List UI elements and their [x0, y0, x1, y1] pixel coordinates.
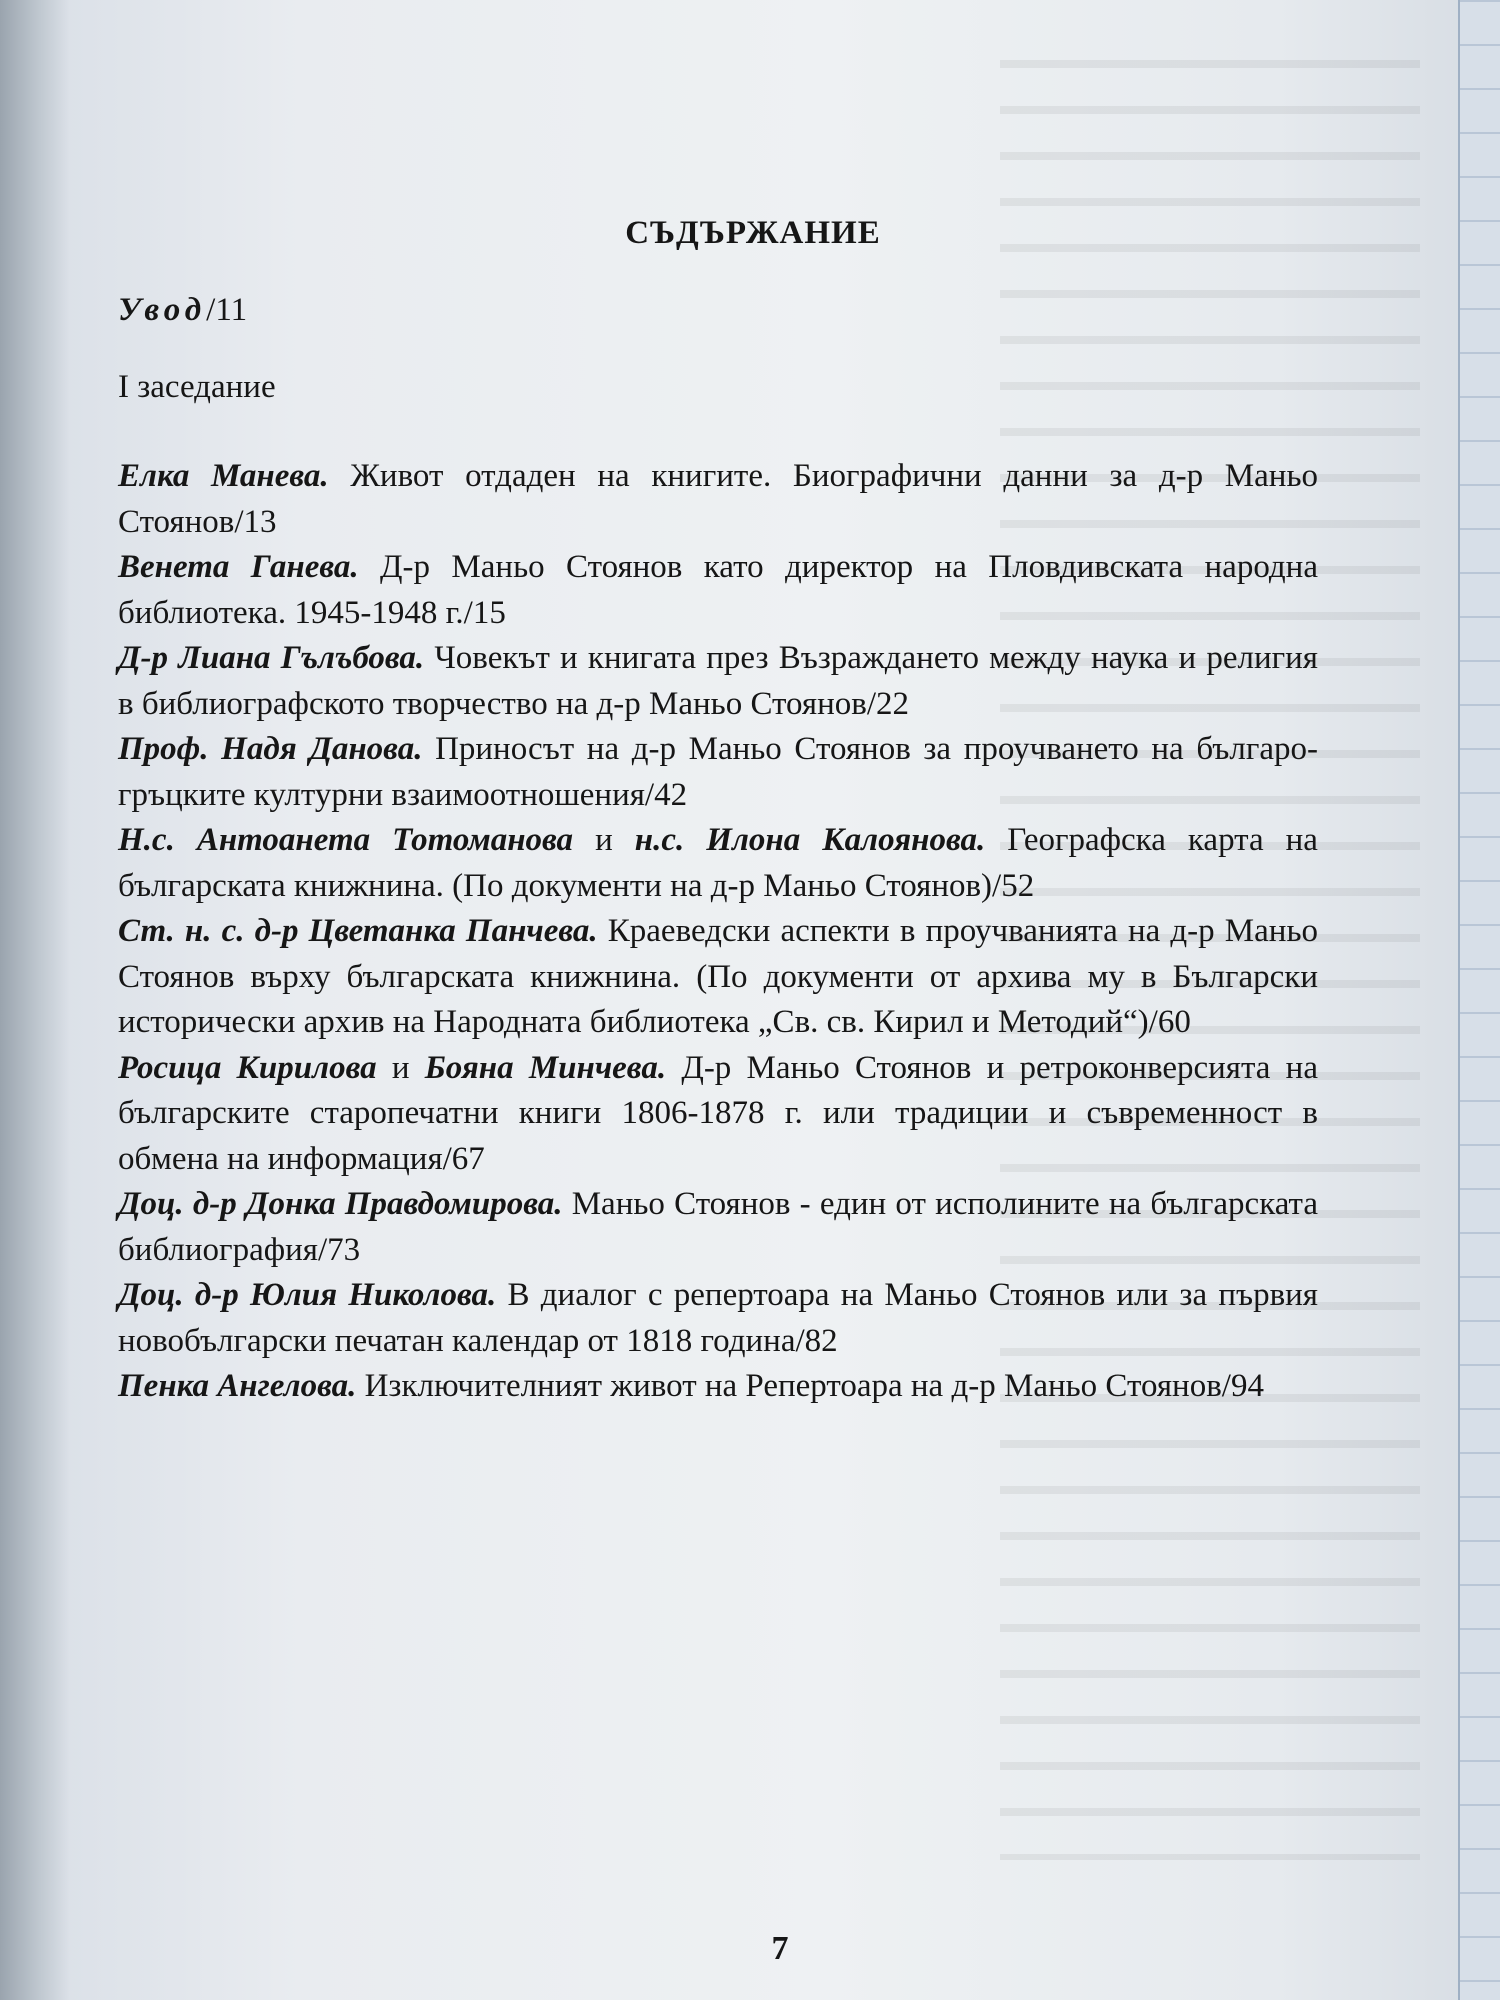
toc-entry: [118, 1182, 1318, 1273]
notebook-edge: [1458, 0, 1500, 2000]
toc-entry: [118, 727, 1318, 818]
entry-text: Д-р Маньо Стоянов като директор на Пловдивската народна библиотека. 1945-1948 г./15: [118, 549, 1318, 631]
author-joiner: и: [376, 1049, 425, 1086]
toc-entry: [118, 1364, 1318, 1410]
entry-text: Приносът на д-р Маньо Стоянов за проучването на българо-гръцките културни взаимоотношения/42: [118, 731, 1318, 813]
entry-text: Д-р Маньо Стоянов и ретроконверсията на българските старопечатни книги 1806-1878 г. или традиции и съвременност в обмена на информация/67: [118, 1049, 1318, 1177]
entry-author: Пенка Ангелова.: [118, 1368, 357, 1404]
toc-content: [118, 215, 1318, 1410]
page-number: 7: [771, 1930, 789, 1967]
entry-text: Маньо Стоянов - един от исполините на българската библиография/73: [118, 1186, 1318, 1268]
page-title: СЪДЪРЖАНИЕ: [625, 215, 881, 251]
toc-intro: [118, 292, 1318, 329]
entry-author: Бояна Минчева.: [424, 1049, 667, 1086]
author-joiner: и: [573, 822, 635, 858]
entry-author: Росица Кирилова: [118, 1049, 377, 1086]
entry-text: Живот отдаден на книгите. Биографични данни за д-р Маньо Стоянов/13: [118, 458, 1318, 540]
entry-author: Венета Ганева.: [118, 549, 359, 585]
intro-page: /11: [206, 292, 248, 328]
entry-text: Човекът и книгата през Възраждането между наука и религия в библиографското творчество на д-р Маньо Стоянов/22: [118, 640, 1318, 722]
entry-author: Н.с. Антоанета Тотоманова: [118, 822, 574, 858]
toc-entry: [118, 818, 1318, 909]
entry-author: н.с. Илона Калоянова.: [634, 822, 986, 858]
toc-entry: [118, 909, 1318, 1046]
toc-entry: [118, 1046, 1318, 1183]
entry-text: Краеведски аспекти в проучванията на д-р Маньо Стоянов върху българската книжнина. (По документи от архива му в Български исторически архив на Народната библиотека „Св. св. Кирил и Методий“)/60: [118, 913, 1319, 1040]
entry-author: Проф. Надя Данова.: [118, 731, 423, 767]
intro-label: Увод: [118, 292, 207, 328]
entry-author: Доц. д-р Юлия Николова.: [118, 1277, 497, 1313]
entry-text: Географска карта на българската книжнина. (По документи на д-р Маньо Стоянов)/52: [118, 822, 1318, 904]
entry-text: Изключителният живот на Репертоара на д-р Маньо Стоянов/94: [356, 1368, 1264, 1404]
entry-text: В диалог с репертоара на Маньо Стоянов или за първия новобългарски печатан календар от 1818 година/82: [118, 1277, 1318, 1359]
toc-entries: [118, 454, 1318, 1410]
entry-author: Доц. д-р Донка Правдомирова.: [118, 1186, 563, 1222]
toc-entry: [118, 1273, 1318, 1364]
entry-author: Елка Манева.: [118, 458, 329, 494]
entry-author: Д-р Лиана Гълъбова.: [118, 640, 425, 676]
entry-author: Ст. н. с. д-р Цветанка Панчева.: [118, 913, 598, 949]
toc-entry: [118, 545, 1318, 636]
toc-entry: [118, 636, 1318, 727]
session-heading: I заседание: [118, 369, 276, 405]
book-spine-shadow: [0, 0, 70, 2000]
toc-entry: [118, 454, 1318, 545]
